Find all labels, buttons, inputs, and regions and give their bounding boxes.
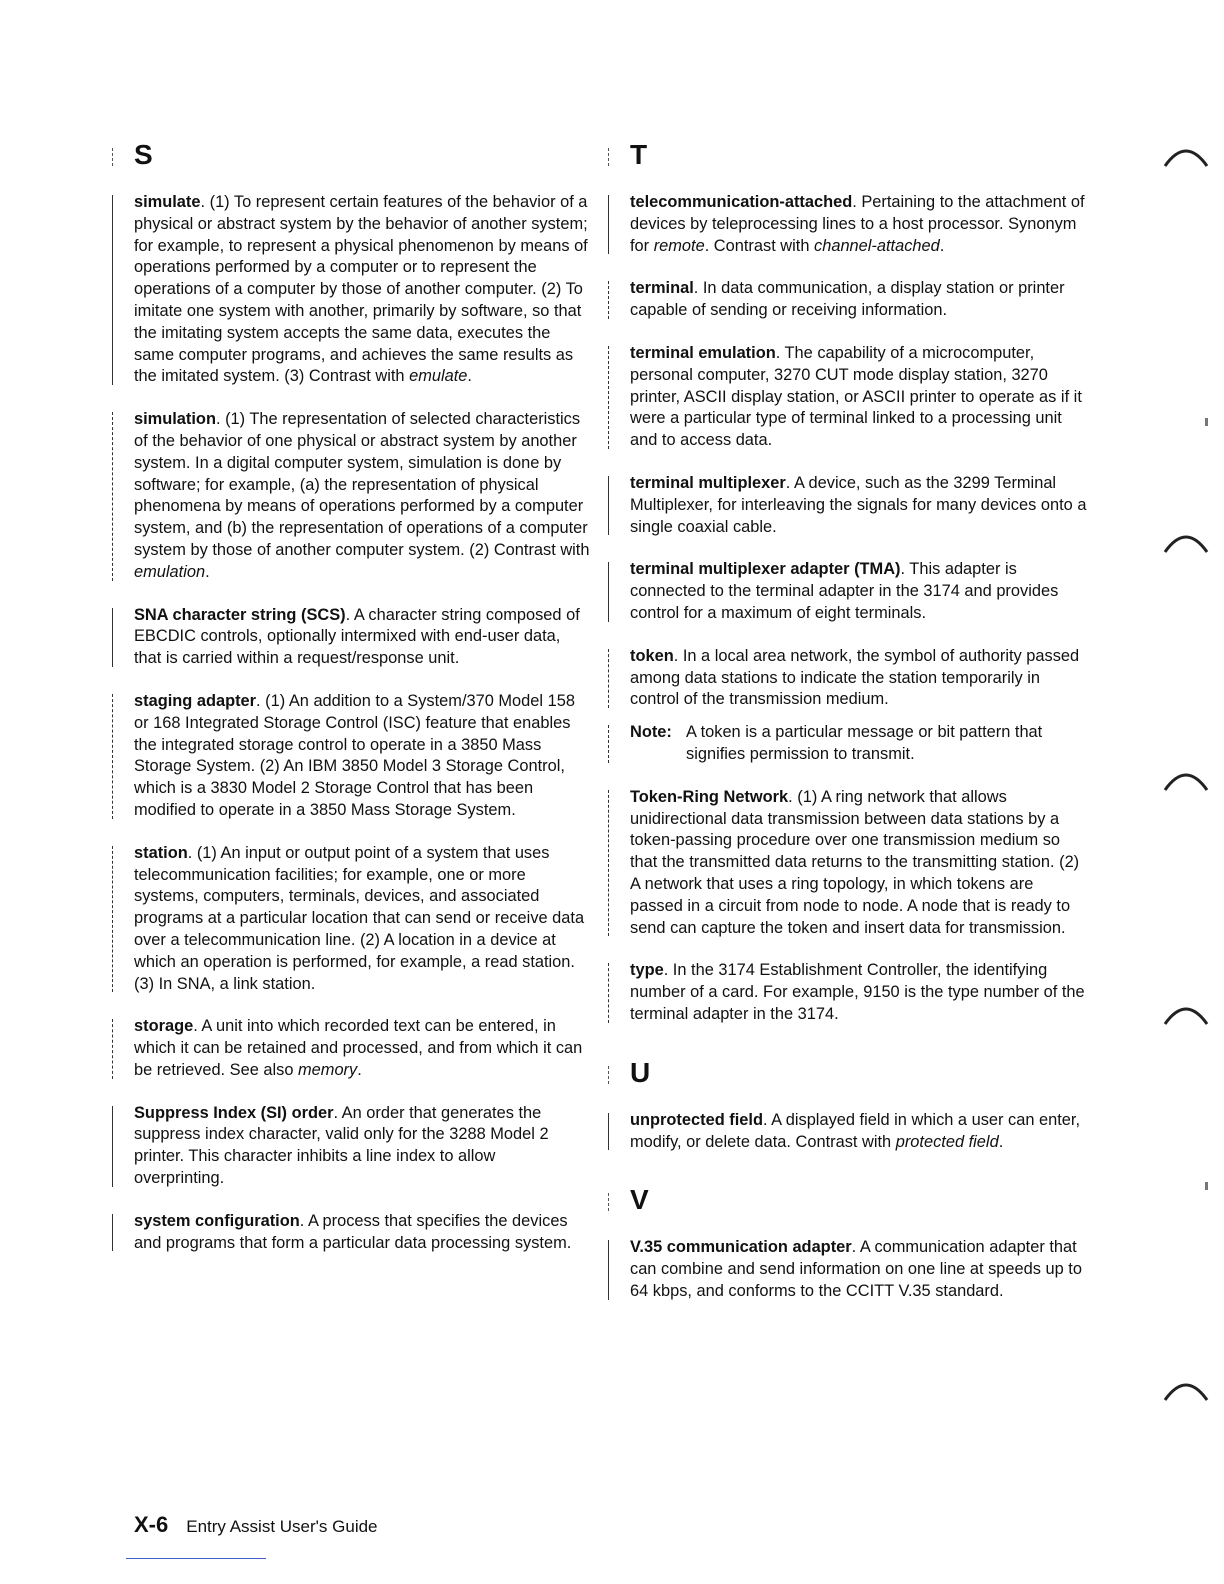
section-heading-t: T (608, 138, 1088, 172)
term: system configuration (134, 1211, 300, 1230)
binder-hole-arc (1162, 142, 1210, 168)
page-footer (134, 1512, 378, 1538)
glossary-entry-sna-character-string: SNA character string (SCS). A character string composed of EBCDIC controls, optionally intermixed with end-user data, that is carried within a request/response unit. (112, 605, 590, 670)
term: storage (134, 1017, 194, 1036)
left-column (112, 138, 590, 1275)
binder-hole-arc (1162, 766, 1210, 792)
binder-hole-arc (1162, 528, 1210, 554)
section-heading-u: U (608, 1056, 1088, 1090)
glossary-entry-staging-adapter: staging adapter. (1) An addition to a System/370 Model 158 or 168 Integrated Storage Control (ISC) feature that enables the integrated storage control to operate in a 3850 Mass Storage System. (2) An IBM 3850 Model 3 Storage Control, which is a 3830 Model 2 Storage Control that has been modified to operate in a 3850 Mass Storage System. (112, 691, 590, 822)
glossary-entry-simulate: simulate. (1) To represent certain features of the behavior of a physical or abstract system by the behavior of another system; for example, to represent a physical phenomenon by means of operations performed by a computer or to represent the operations of a computer by those of another computer. (2) To imitate one system with another, primarily by software, so that the imitating system accepts the same data, executes the same computer programs, and achieves the same results as the imitated system. (3) Contrast with emulate. (112, 192, 590, 388)
glossary-entry-simulation: simulation. (1) The representation of selected characteristics of the behavior of one physical or abstract system by another system. In a digital computer system, simulation is done by software; for example, (a) the representation of physical phenomena by means of operations performed by a computer system, and (b) the representation of operations of a computer system by those of another computer system. (2) Contrast with emulation. (112, 409, 590, 583)
term: simulation (134, 410, 216, 429)
glossary-entry-terminal: terminal. In data communication, a display station or printer capable of sending or receiving information. (608, 278, 1088, 322)
page-number: X-6 (134, 1512, 169, 1537)
scan-speck (1205, 1182, 1208, 1190)
footer-rule (126, 1558, 266, 1559)
note-text: A token is a particular message or bit pattern that signifies permission to transmit. (686, 723, 1043, 763)
glossary-entry-terminal-emulation: terminal emulation. The capability of a microcomputer, personal computer, 3270 CUT mode display station, 3270 printer, ASCII display station, or ASCII printer to operate as if it were a particular type of terminal linked to a processing unit and to access data. (608, 343, 1088, 452)
glossary-entry-type: type. In the 3174 Establishment Controller, the identifying number of a card. For example, 9150 is the type number of the terminal adapter in the 3174. (608, 960, 1088, 1025)
book-title: Entry Assist User's Guide (186, 1517, 378, 1536)
term: SNA character string (SCS) (134, 605, 346, 624)
glossary-entry-station: station. (1) An input or output point of a system that uses telecommunication facilities; for example, one or more systems, computers, terminals, devices, and associated programs at a particular location that can send or receive data over a telecommunication line. (2) A location in a device at which an operation is performed, for example, a read station. (3) In SNA, a link station. (112, 843, 590, 996)
glossary-entry-system-configuration: system configuration. A process that specifies the devices and programs that form a particular data processing system. (112, 1211, 590, 1255)
scan-speck (1205, 418, 1208, 426)
glossary-entry-terminal-multiplexer: terminal multiplexer. A device, such as the 3299 Terminal Multiplexer, for interleaving the signals for many devices onto a single coaxial cable. (608, 473, 1088, 538)
glossary-entry-unprotected-field: unprotected field. A displayed field in which a user can enter, modify, or delete data. Contrast with protected field. (608, 1110, 1088, 1154)
glossary-entry-suppress-index-order: Suppress Index (SI) order. An order that generates the suppress index character, valid only for the 3288 Model 2 printer. This character inhibits a line index to allow overprinting. (112, 1103, 590, 1190)
glossary-entry-token-ring-network: Token-Ring Network. (1) A ring network that allows unidirectional data transmission between data stations by a token-passing procedure over one transmission medium so that the transmitted data returns to the transmitting station. (2) A network that uses a ring topology, in which tokens are passed in a circuit from node to node. A node that is ready to send can capture the token and insert data for transmission. (608, 787, 1088, 940)
term: Suppress Index (SI) order (134, 1103, 334, 1122)
term: terminal multiplexer adapter (TMA) (630, 560, 901, 579)
term: station (134, 843, 188, 862)
right-column (608, 138, 1088, 1324)
binder-hole-arc (1162, 1376, 1210, 1402)
note-label: Note: (630, 723, 672, 742)
term: type (630, 961, 664, 980)
glossary-entry-storage: storage. A unit into which recorded text can be entered, in which it can be retained and processed, and from which it can be retrieved. See also memory. (112, 1016, 590, 1081)
term: telecommunication-attached (630, 193, 853, 211)
term: simulate (134, 193, 201, 211)
term: Token-Ring Network (630, 787, 789, 806)
glossary-entry-terminal-multiplexer-adapter: terminal multiplexer adapter (TMA). This adapter is connected to the terminal adapter in the 3174 and provides control for a maximum of eight terminals. (608, 559, 1088, 624)
glossary-entry-telecommunication-attached: telecommunication-attached. Pertaining to the attachment of devices by teleprocessing lines to a host processor. Synonym for remote. Contrast with channel-attached. (608, 192, 1088, 257)
term: terminal (630, 279, 694, 298)
term: staging adapter (134, 691, 257, 710)
term: terminal emulation (630, 343, 776, 362)
glossary-entry-v35-communication-adapter: V.35 communication adapter. A communication adapter that can combine and send information on one line at speeds up to 64 kbps, and conforms to the CCITT V.35 standard. (608, 1237, 1088, 1302)
section-heading-v: V (608, 1183, 1088, 1217)
token-note (608, 722, 1088, 766)
glossary-entry-token: token. In a local area network, the symbol of authority passed among data stations to indicate the station temporarily in control of the transmission medium. (608, 646, 1088, 711)
term: token (630, 646, 674, 665)
term: V.35 communication adapter (630, 1238, 852, 1257)
section-heading-s: S (112, 138, 590, 172)
binder-hole-arc (1162, 1000, 1210, 1026)
term: unprotected field (630, 1110, 763, 1129)
term: terminal multiplexer (630, 473, 786, 492)
